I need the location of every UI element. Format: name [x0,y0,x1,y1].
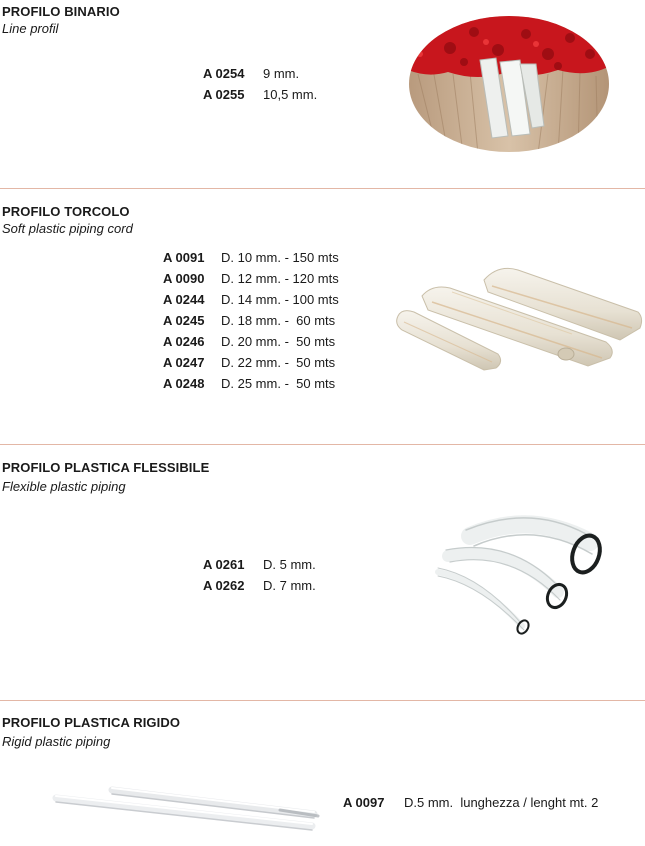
list-item [163,352,339,373]
section-subtitle-flessibile: Flexible plastic piping [2,479,126,494]
rigid-rods-photo [50,780,320,838]
list-item [163,289,339,310]
item-code: A 0254 [203,66,245,81]
list-item [163,331,339,352]
list-item [203,63,317,84]
item-description: D. 18 mm. - 60 mts [221,313,336,328]
item-code: A 0245 [163,313,205,328]
section-divider [0,188,645,189]
code-list-flessibile [203,554,316,596]
item-code: A 0097 [343,795,385,810]
list-item [203,554,316,575]
item-description: D. 7 mm. [263,578,316,593]
section-title-binario: PROFILO BINARIO [2,4,120,19]
list-item [163,268,339,289]
piping-cord-photo [388,258,645,388]
section-subtitle-rigido: Rigid plastic piping [2,734,111,749]
item-code: A 0248 [163,376,205,391]
item-description: D. 14 mm. - 100 mts [221,292,339,307]
line-profile-rail-photo [408,14,610,154]
list-item [163,247,339,268]
item-code: A 0262 [203,578,245,593]
list-item [343,792,598,813]
item-code: A 0091 [163,250,205,265]
section-divider [0,444,645,445]
list-item [163,310,339,331]
section-subtitle-torcolo: Soft plastic piping cord [2,221,133,236]
item-description: 9 mm. [263,66,300,81]
item-code: A 0090 [163,271,205,286]
list-item [163,373,339,394]
code-list-rigido [343,792,598,813]
item-code: A 0255 [203,87,245,102]
section-subtitle-binario: Line profil [2,21,59,36]
section-title-torcolo: PROFILO TORCOLO [2,204,130,219]
item-description: D. 25 mm. - 50 mts [221,376,336,391]
section-title-flessibile: PROFILO PLASTICA FLESSIBILE [2,460,210,475]
item-description: D. 22 mm. - 50 mts [221,355,336,370]
list-item [203,84,317,105]
section-title-rigido: PROFILO PLASTICA RIGIDO [2,715,181,730]
item-code: A 0244 [163,292,205,307]
item-description: D. 20 mm. - 50 mts [221,334,336,349]
item-code: A 0247 [163,355,205,370]
clear-tubes-photo [430,512,610,642]
code-list-torcolo [163,247,339,394]
list-item [203,575,316,596]
item-description: 10,5 mm. [263,87,318,102]
item-code: A 0261 [203,557,245,572]
code-list-binario [203,63,317,105]
item-description: D.5 mm. lunghezza / lenght mt. 2 [404,795,599,810]
item-description: D. 5 mm. [263,557,316,572]
section-divider [0,700,645,701]
item-code: A 0246 [163,334,205,349]
item-description: D. 12 mm. - 120 mts [221,271,339,286]
item-description: D. 10 mm. - 150 mts [221,250,339,265]
